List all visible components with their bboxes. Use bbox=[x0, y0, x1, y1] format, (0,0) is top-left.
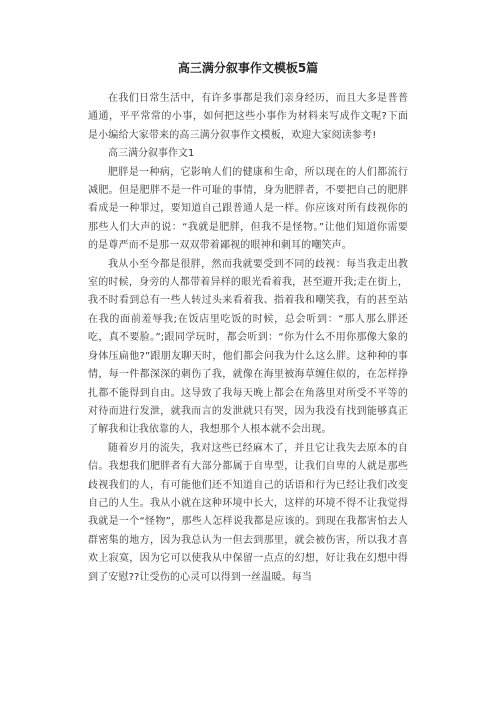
body-paragraph: 肥胖是一种病，它影响人们的健康和生命，所以现在的人们都流行减肥。但是肥胖不是一件可耻的事情，身为肥胖者，不要把自己的肥胖看成是一种罪过，要知道自己跟普通人是一样。你应该对所有歧视你的那些人们大声的说：“我就是肥胖，但我不是怪物。”让他们知道你需要的是尊严而不是那一双双带着鄙视的眼神和刺耳的嘲笑声。 bbox=[88, 166, 408, 252]
intro-paragraph: 在我们日常生活中，有许多事都是我们亲身经历，而且大多是普普通通，平平常常的小事，如何把这些小事作为材料来写成作文呢?下面是小编给大家带来的高三满分叙事作文模板，欢迎大家阅读参考! bbox=[88, 93, 408, 141]
body-paragraph: 我从小至今都是很胖，然而我就要受到不同的歧视：每当我走出教室的时候，身旁的人都带着异样的眼光看着我，甚至避开我;走在街上，我不时看到总有一些人转过头来看着我、指着我和嘲笑我，有的甚至站在我的面前羞辱我;在饭店里吃饭的时候，总会听到：“那人那么胖还吃，真不要脸。”;跟同学玩时，都会听到：“你为什么不用你那像大象的身体压扁他?”跟朋友聊天时，他们都会问我为什么这么胖。这种种的事情，每一件都深深的刺伤了我，就像在海里被海草缠住似的，在怎样挣扎都不能得到自由。这导致了我每天晚上都会在角落里对所受不平等的对待而进行发泄，就我而言的发泄就只有哭，因为我没有找到能够真正了解我和让我依靠的人，我想那个人根本就不会出现。 bbox=[88, 258, 408, 436]
section-heading: 高三满分叙事作文1 bbox=[108, 148, 195, 160]
document-title: 高三满分叙事作文模板5篇 bbox=[177, 61, 319, 75]
body-paragraph: 随着岁月的流失，我对这些已经麻木了，并且它让我失去原本的自信。我想我们肥胖者有大部分都属于自卑型，让我们自卑的人就是那些歧视我们的人，有可能他们还不知道自己的话语和行为已经让我们改变自己的人生。我从小就在这种环境中长大，这样的环境不得不让我觉得我就是一个“怪物”，那些人怎样说我都是应该的。到现在我都害怕去人群密集的地方，因为我总认为一但去到那里，就会被伤害，所以我才喜欢上寂寞，因为它可以使我从中保留一点点的幻想，好让我在幻想中得到了安慰??让受伤的心灵可以得到一丝温暖。每当 bbox=[88, 442, 408, 583]
